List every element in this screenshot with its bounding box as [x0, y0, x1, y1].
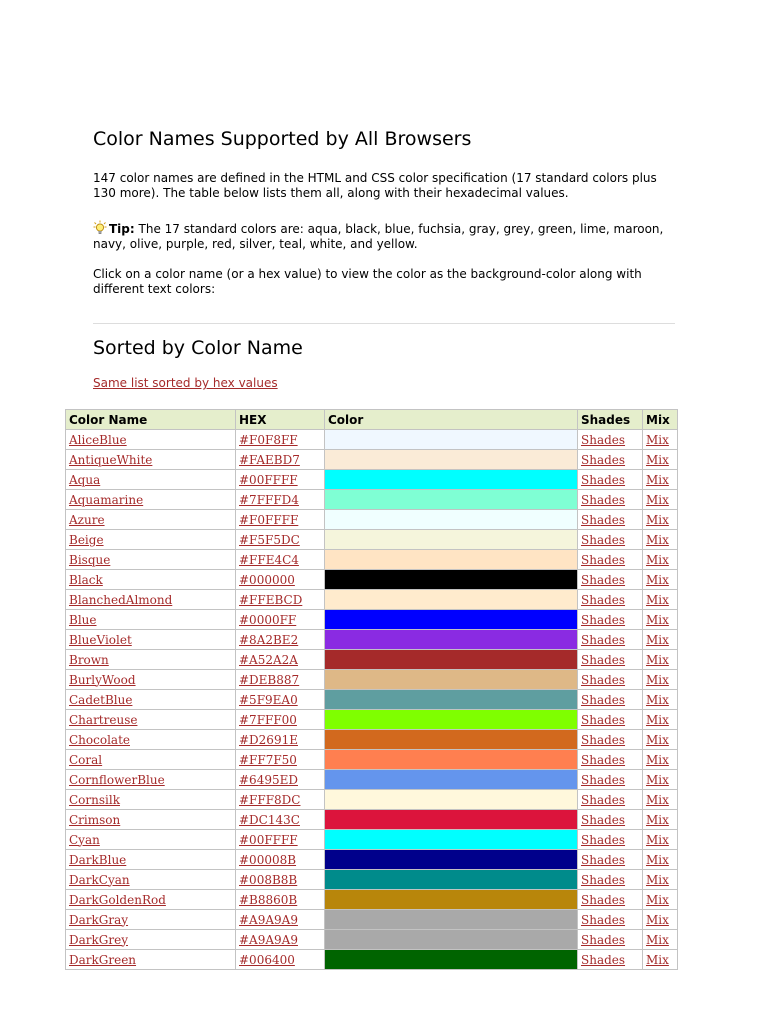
shades-cell: [578, 590, 643, 610]
shades-link[interactable]: Shades: [581, 532, 626, 547]
hex-link[interactable]: #FFEBCD: [239, 592, 303, 607]
mix-link[interactable]: Mix: [646, 632, 669, 647]
color-name-link[interactable]: BlanchedAlmond: [69, 592, 173, 607]
color-name-cell: [66, 830, 236, 850]
hex-link[interactable]: #FFF8DC: [239, 792, 301, 807]
hex-link[interactable]: #006400: [239, 952, 295, 967]
color-name-link[interactable]: Blue: [69, 612, 97, 627]
table-row: [66, 650, 678, 670]
color-name-link[interactable]: DarkGrey: [69, 932, 128, 947]
tip-label: Tip:: [109, 222, 135, 236]
shades-link[interactable]: Shades: [581, 852, 626, 867]
color-name-link[interactable]: CadetBlue: [69, 692, 133, 707]
color-name-cell: [66, 930, 236, 950]
hex-link[interactable]: #F0FFFF: [239, 512, 299, 527]
shades-cell: [578, 910, 643, 930]
mix-link[interactable]: Mix: [646, 432, 669, 447]
color-name-cell: [66, 530, 236, 550]
table-row: [66, 790, 678, 810]
hex-cell: [236, 670, 325, 690]
shades-link[interactable]: Shades: [581, 552, 626, 567]
mix-link[interactable]: Mix: [646, 732, 669, 747]
color-name-link[interactable]: Brown: [69, 652, 109, 667]
section-title: Sorted by Color Name: [93, 337, 303, 359]
hex-cell: [236, 890, 325, 910]
mix-link[interactable]: Mix: [646, 672, 669, 687]
color-name-cell: [66, 750, 236, 770]
mix-cell: [643, 430, 678, 450]
table-row: [66, 670, 678, 690]
color-swatch: [325, 870, 578, 890]
shades-link[interactable]: Shades: [581, 672, 626, 687]
shades-cell: [578, 690, 643, 710]
color-swatch: [325, 690, 578, 710]
table-row: [66, 730, 678, 750]
shades-cell: [578, 490, 643, 510]
color-name-cell: [66, 890, 236, 910]
shades-cell: [578, 790, 643, 810]
hex-link[interactable]: #A9A9A9: [239, 912, 298, 927]
mix-link[interactable]: Mix: [646, 592, 669, 607]
mix-cell: [643, 770, 678, 790]
shades-link[interactable]: Shades: [581, 812, 626, 827]
color-name-link[interactable]: Bisque: [69, 552, 111, 567]
shades-cell: [578, 670, 643, 690]
color-swatch: [325, 430, 578, 450]
table-row: [66, 870, 678, 890]
table-row: [66, 430, 678, 450]
hex-cell: [236, 470, 325, 490]
color-name-link[interactable]: Black: [69, 572, 103, 587]
hex-cell: [236, 750, 325, 770]
table-row: [66, 950, 678, 970]
mix-link[interactable]: Mix: [646, 752, 669, 767]
shades-cell: [578, 730, 643, 750]
shades-cell: [578, 470, 643, 490]
shades-cell: [578, 870, 643, 890]
hex-link[interactable]: #FAEBD7: [239, 452, 300, 467]
shades-cell: [578, 710, 643, 730]
color-name-link[interactable]: Beige: [69, 532, 104, 547]
color-name-link[interactable]: Aquamarine: [69, 492, 144, 507]
color-name-cell: [66, 450, 236, 470]
hex-cell: [236, 510, 325, 530]
mix-link[interactable]: Mix: [646, 892, 669, 907]
shades-link[interactable]: Shades: [581, 952, 626, 967]
color-name-cell: [66, 550, 236, 570]
shades-link[interactable]: Shades: [581, 792, 626, 807]
hex-link[interactable]: #0000FF: [239, 612, 297, 627]
color-name-link[interactable]: DarkBlue: [69, 852, 127, 867]
mix-cell: [643, 690, 678, 710]
mix-cell: [643, 710, 678, 730]
color-name-link[interactable]: AliceBlue: [69, 432, 127, 447]
hex-link[interactable]: #A52A2A: [239, 652, 298, 667]
color-swatch: [325, 910, 578, 930]
color-swatch: [325, 610, 578, 630]
table-row: [66, 930, 678, 950]
mix-cell: [643, 890, 678, 910]
intro-text: 147 color names are defined in the HTML and CSS color specification (17 standard colors plus 130 more). The table below lists them all, along with their hexadecimal values.: [93, 171, 657, 200]
table-row: [66, 810, 678, 830]
hex-link[interactable]: #00FFFF: [239, 472, 298, 487]
color-name-cell: [66, 790, 236, 810]
color-name-cell: [66, 430, 236, 450]
color-swatch: [325, 470, 578, 490]
color-swatch: [325, 550, 578, 570]
mix-cell: [643, 590, 678, 610]
mix-cell: [643, 530, 678, 550]
mix-link[interactable]: Mix: [646, 472, 669, 487]
color-swatch: [325, 490, 578, 510]
color-swatch: [325, 850, 578, 870]
shades-cell: [578, 750, 643, 770]
header-mix: Mix: [643, 410, 678, 430]
shades-link[interactable]: Shades: [581, 732, 626, 747]
color-swatch: [325, 930, 578, 950]
hex-link[interactable]: #B8860B: [239, 892, 298, 907]
color-name-cell: [66, 770, 236, 790]
mix-link[interactable]: Mix: [646, 832, 669, 847]
mix-link[interactable]: Mix: [646, 872, 669, 887]
color-name-cell: [66, 630, 236, 650]
mix-cell: [643, 810, 678, 830]
hex-link[interactable]: #00FFFF: [239, 832, 298, 847]
color-swatch: [325, 730, 578, 750]
hex-link[interactable]: #FF7F50: [239, 752, 297, 767]
color-name-link[interactable]: Cornsilk: [69, 792, 120, 807]
tip-text: The 17 standard colors are: aqua, black, blue, fuchsia, gray, grey, green, lime, maroon, navy, olive, purple, red, silver, teal, white, and yellow.: [93, 222, 664, 251]
mix-link[interactable]: Mix: [646, 652, 669, 667]
shades-cell: [578, 430, 643, 450]
hex-link[interactable]: #008B8B: [239, 872, 298, 887]
shades-cell: [578, 570, 643, 590]
mix-link[interactable]: Mix: [646, 572, 669, 587]
color-name-link[interactable]: Chocolate: [69, 732, 130, 747]
color-swatch: [325, 590, 578, 610]
table-row: [66, 630, 678, 650]
color-swatch: [325, 810, 578, 830]
color-name-cell: [66, 670, 236, 690]
table-row: [66, 450, 678, 470]
color-name-cell: [66, 590, 236, 610]
hex-link[interactable]: #F0F8FF: [239, 432, 298, 447]
hex-link[interactable]: #FFE4C4: [239, 552, 299, 567]
table-row: [66, 890, 678, 910]
color-swatch: [325, 450, 578, 470]
hex-link[interactable]: #6495ED: [239, 772, 298, 787]
color-name-cell: [66, 870, 236, 890]
color-swatch: [325, 710, 578, 730]
shades-link[interactable]: Shades: [581, 932, 626, 947]
color-swatch: [325, 650, 578, 670]
mix-cell: [643, 870, 678, 890]
hex-link[interactable]: #7FFF00: [239, 712, 297, 727]
color-name-cell: [66, 710, 236, 730]
color-swatch: [325, 750, 578, 770]
color-name-link[interactable]: DarkGreen: [69, 952, 137, 967]
color-name-cell: [66, 850, 236, 870]
shades-link[interactable]: Shades: [581, 752, 626, 767]
mix-link[interactable]: Mix: [646, 512, 669, 527]
page-title: Color Names Supported by All Browsers: [93, 128, 472, 150]
hex-cell: [236, 770, 325, 790]
mix-cell: [643, 850, 678, 870]
shades-cell: [578, 650, 643, 670]
color-table-body: [66, 430, 678, 970]
shades-cell: [578, 450, 643, 470]
hex-cell: [236, 630, 325, 650]
table-row: [66, 850, 678, 870]
hex-cell: [236, 790, 325, 810]
table-row: [66, 490, 678, 510]
hex-cell: [236, 850, 325, 870]
table-row: [66, 530, 678, 550]
color-name-link[interactable]: DarkGray: [69, 912, 129, 927]
color-swatch: [325, 570, 578, 590]
hex-cell: [236, 810, 325, 830]
color-name-link[interactable]: Chartreuse: [69, 712, 138, 727]
hex-link[interactable]: #000000: [239, 572, 295, 587]
shades-cell: [578, 510, 643, 530]
lightbulb-icon: [93, 220, 109, 236]
table-row: [66, 570, 678, 590]
mix-link[interactable]: Mix: [646, 792, 669, 807]
table-row: [66, 750, 678, 770]
mix-cell: [643, 670, 678, 690]
color-swatch: [325, 790, 578, 810]
color-swatch: [325, 890, 578, 910]
shades-cell: [578, 930, 643, 950]
shades-link[interactable]: Shades: [581, 692, 626, 707]
mix-link[interactable]: Mix: [646, 852, 669, 867]
table-row: [66, 550, 678, 570]
hex-cell: [236, 490, 325, 510]
color-name-cell: [66, 570, 236, 590]
shades-cell: [578, 810, 643, 830]
header-shades: Shades: [578, 410, 643, 430]
mix-cell: [643, 610, 678, 630]
hex-cell: [236, 590, 325, 610]
color-name-cell: [66, 950, 236, 970]
shades-cell: [578, 550, 643, 570]
color-name-cell: [66, 910, 236, 930]
hex-cell: [236, 950, 325, 970]
mix-cell: [643, 950, 678, 970]
mix-cell: [643, 650, 678, 670]
shades-cell: [578, 890, 643, 910]
color-name-cell: [66, 510, 236, 530]
hex-link[interactable]: #A9A9A9: [239, 932, 298, 947]
mix-cell: [643, 630, 678, 650]
hex-cell: [236, 610, 325, 630]
color-name-link[interactable]: Crimson: [69, 812, 121, 827]
mix-cell: [643, 790, 678, 810]
table-row: [66, 910, 678, 930]
table-row: [66, 690, 678, 710]
table-row: [66, 590, 678, 610]
shades-link[interactable]: Shades: [581, 612, 626, 627]
mix-link[interactable]: Mix: [646, 952, 669, 967]
hex-cell: [236, 870, 325, 890]
section-divider: [93, 323, 675, 324]
color-name-cell: [66, 490, 236, 510]
mix-link[interactable]: Mix: [646, 712, 669, 727]
shades-link[interactable]: Shades: [581, 492, 626, 507]
shades-link[interactable]: Shades: [581, 472, 626, 487]
hex-link[interactable]: #F5F5DC: [239, 532, 300, 547]
hex-link[interactable]: #D2691E: [239, 732, 298, 747]
header-color-name: Color Name: [66, 410, 236, 430]
tip-note: [93, 220, 675, 252]
mix-cell: [643, 450, 678, 470]
shades-cell: [578, 530, 643, 550]
shades-cell: [578, 830, 643, 850]
color-swatch: [325, 770, 578, 790]
hex-cell: [236, 430, 325, 450]
color-name-link[interactable]: Coral: [69, 752, 103, 767]
table-row: [66, 770, 678, 790]
hex-link[interactable]: #DEB887: [239, 672, 300, 687]
mix-cell: [643, 490, 678, 510]
color-swatch: [325, 630, 578, 650]
color-name-link[interactable]: DarkCyan: [69, 872, 130, 887]
color-swatch: [325, 830, 578, 850]
hex-link[interactable]: #DC143C: [239, 812, 300, 827]
shades-link[interactable]: Shades: [581, 592, 626, 607]
color-name-cell: [66, 650, 236, 670]
color-name-link[interactable]: AntiqueWhite: [69, 452, 153, 467]
shades-link[interactable]: Shades: [581, 872, 626, 887]
color-name-cell: [66, 810, 236, 830]
mix-link[interactable]: Mix: [646, 612, 669, 627]
mix-cell: [643, 930, 678, 950]
hex-link[interactable]: #8A2BE2: [239, 632, 299, 647]
shades-link[interactable]: Shades: [581, 512, 626, 527]
color-table: [65, 409, 678, 970]
hex-cell: [236, 650, 325, 670]
shades-link[interactable]: Shades: [581, 832, 626, 847]
mix-link[interactable]: Mix: [646, 532, 669, 547]
color-swatch: [325, 670, 578, 690]
hex-cell: [236, 550, 325, 570]
shades-link[interactable]: Shades: [581, 452, 626, 467]
color-name-link[interactable]: DarkGoldenRod: [69, 892, 166, 907]
shades-link[interactable]: Shades: [581, 652, 626, 667]
mix-link[interactable]: Mix: [646, 932, 669, 947]
header-hex: HEX: [236, 410, 325, 430]
shades-link[interactable]: Shades: [581, 632, 626, 647]
hex-cell: [236, 690, 325, 710]
color-name-link[interactable]: Aqua: [69, 472, 101, 487]
mix-cell: [643, 510, 678, 530]
hex-cell: [236, 910, 325, 930]
mix-link[interactable]: Mix: [646, 492, 669, 507]
color-name-cell: [66, 730, 236, 750]
mix-cell: [643, 750, 678, 770]
mix-link[interactable]: Mix: [646, 552, 669, 567]
shades-link[interactable]: Shades: [581, 892, 626, 907]
instruction-text: Click on a color name (or a hex value) to view the color as the background-color along with different text colors:: [93, 267, 642, 296]
hex-cell: [236, 570, 325, 590]
shades-link[interactable]: Shades: [581, 712, 626, 727]
mix-cell: [643, 570, 678, 590]
sort-by-hex-link[interactable]: Same list sorted by hex values: [93, 376, 278, 390]
mix-link[interactable]: Mix: [646, 772, 669, 787]
color-swatch: [325, 510, 578, 530]
shades-link[interactable]: Shades: [581, 432, 626, 447]
color-swatch: [325, 950, 578, 970]
hex-cell: [236, 710, 325, 730]
shades-cell: [578, 630, 643, 650]
hex-link[interactable]: #00008B: [239, 852, 297, 867]
table-row: [66, 510, 678, 530]
mix-link[interactable]: Mix: [646, 812, 669, 827]
color-name-link[interactable]: BlueViolet: [69, 632, 132, 647]
color-name-cell: [66, 610, 236, 630]
table-row: [66, 470, 678, 490]
mix-link[interactable]: Mix: [646, 912, 669, 927]
mix-cell: [643, 830, 678, 850]
hex-cell: [236, 730, 325, 750]
color-name-cell: [66, 690, 236, 710]
table-header-row: [66, 410, 678, 430]
table-row: [66, 610, 678, 630]
shades-cell: [578, 850, 643, 870]
shades-link[interactable]: Shades: [581, 772, 626, 787]
table-row: [66, 830, 678, 850]
color-name-link[interactable]: Cyan: [69, 832, 100, 847]
mix-link[interactable]: Mix: [646, 452, 669, 467]
hex-cell: [236, 530, 325, 550]
mix-cell: [643, 910, 678, 930]
table-row: [66, 710, 678, 730]
color-name-cell: [66, 470, 236, 490]
mix-cell: [643, 470, 678, 490]
color-name-link[interactable]: Azure: [69, 512, 105, 527]
color-name-link[interactable]: CornflowerBlue: [69, 772, 165, 787]
mix-link[interactable]: Mix: [646, 692, 669, 707]
shades-cell: [578, 610, 643, 630]
header-color: Color: [325, 410, 578, 430]
shades-cell: [578, 770, 643, 790]
shades-cell: [578, 950, 643, 970]
shades-link[interactable]: Shades: [581, 912, 626, 927]
shades-link[interactable]: Shades: [581, 572, 626, 587]
color-swatch: [325, 530, 578, 550]
color-name-link[interactable]: BurlyWood: [69, 672, 136, 687]
hex-link[interactable]: #5F9EA0: [239, 692, 298, 707]
hex-cell: [236, 930, 325, 950]
hex-link[interactable]: #7FFFD4: [239, 492, 299, 507]
hex-cell: [236, 830, 325, 850]
hex-cell: [236, 450, 325, 470]
mix-cell: [643, 730, 678, 750]
mix-cell: [643, 550, 678, 570]
